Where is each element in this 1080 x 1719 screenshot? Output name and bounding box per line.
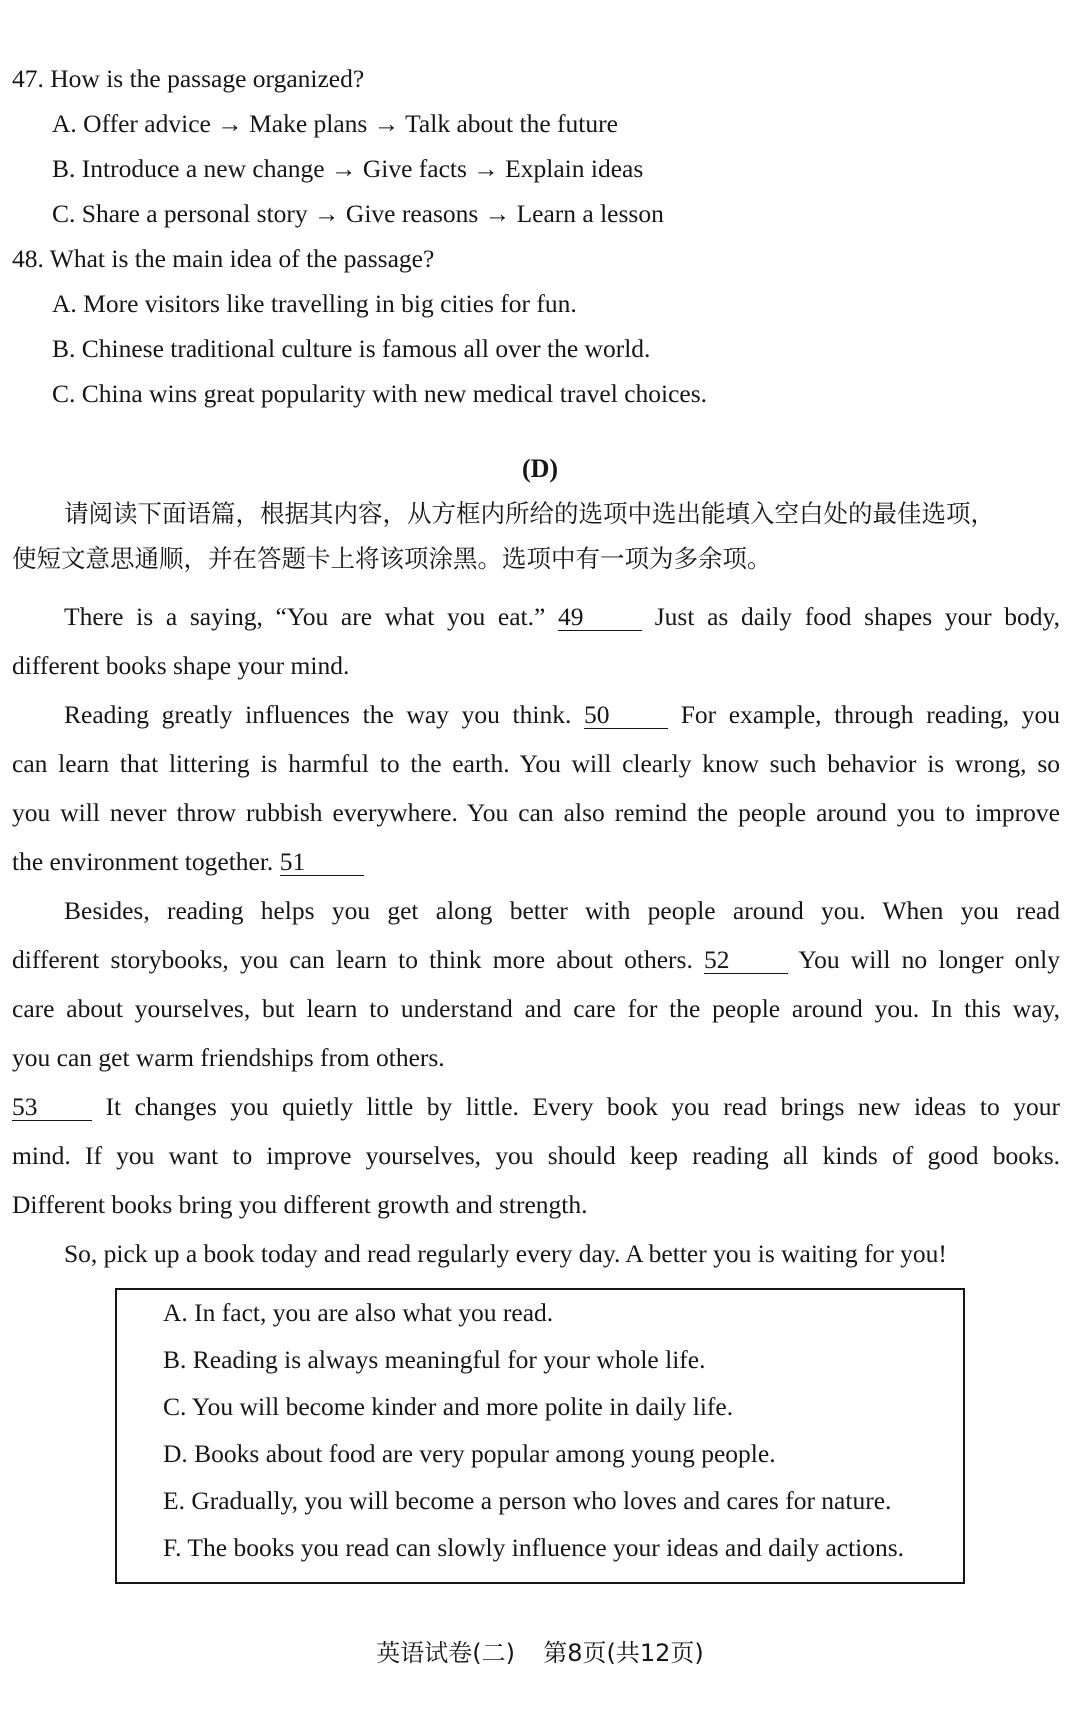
question-48-option-a: A. More visitors like travelling in big cities for fun. — [52, 289, 577, 318]
passage-p3-line-2 — [12, 935, 1060, 984]
instructions-line-1: 请阅读下面语篇，根据其内容，从方框内所给的选项中选出能填入空白处的最佳选项， — [64, 499, 995, 528]
question-47-stem: 47. How is the passage organized? — [12, 64, 365, 93]
answer-option-b: B. Reading is always meaningful for your whole life. — [163, 1345, 706, 1374]
blank-52: 52 — [704, 947, 788, 974]
p2-text-before: Reading greatly influences the way you think. — [64, 700, 572, 729]
p2-line-4-text: the environment together. — [12, 847, 274, 876]
answer-option-a: A. In fact, you are also what you read. — [163, 1298, 554, 1327]
answer-option-e: E. Gradually, you will become a person who loves and cares for nature. — [163, 1486, 892, 1515]
p1-text-after: Just as daily food shapes your body, — [654, 602, 1060, 631]
p2-text-after: For example, through reading, you — [680, 700, 1061, 729]
footer-paper-name: 英语试卷(二) — [376, 1639, 515, 1667]
page-footer — [0, 1636, 1080, 1671]
passage-p1-line-2: different books shape your mind. — [12, 651, 350, 680]
passage-p2-line-2: can learn that littering is harmful to the earth. You will clearly know such behavior is wrong, so — [12, 749, 1060, 778]
instructions-line-2: 使短文意思通顺，并在答题卡上将该项涂黑。选项中有一项为多余项。 — [12, 544, 772, 573]
question-48-stem: 48. What is the main idea of the passage? — [12, 244, 435, 273]
answer-option-d: D. Books about food are very popular among young people. — [163, 1439, 776, 1468]
passage-p2-line-4 — [12, 837, 1060, 886]
passage-p2-line-3: you will never throw rubbish everywhere. You can also remind the people around you to improve — [12, 798, 1060, 827]
answer-option-f: F. The books you read can slowly influence your ideas and daily actions. — [163, 1533, 905, 1562]
passage-p1-line-1 — [12, 592, 1060, 641]
p3-text-before: different storybooks, you can learn to think more about others. — [12, 945, 693, 974]
blank-51: 51 — [280, 849, 364, 876]
section-title: (D) — [521, 454, 559, 483]
p3-text-after: You will no longer only — [798, 945, 1060, 974]
passage-p2-line-1 — [12, 690, 1060, 739]
blank-50: 50 — [584, 702, 668, 729]
blank-53: 53 — [12, 1094, 92, 1121]
passage-p5: So, pick up a book today and read regularly every day. A better you is waiting for you! — [64, 1239, 947, 1268]
question-47-option-b: B. Introduce a new change → Give facts → Explain ideas — [52, 154, 644, 183]
p1-text-before: There is a saying, “You are what you eat.” — [64, 602, 546, 631]
passage-p3-line-3: care about yourselves, but learn to understand and care for the people around you. In this way, — [12, 994, 1060, 1023]
question-48-option-c: C. China wins great popularity with new medical travel choices. — [52, 379, 708, 408]
question-47-option-c: C. Share a personal story → Give reasons → Learn a lesson — [52, 199, 664, 228]
question-47-option-a: A. Offer advice → Make plans → Talk about the future — [52, 109, 618, 138]
passage-p4-line-1 — [12, 1082, 1060, 1131]
passage-p3-line-4: you can get warm friendships from others. — [12, 1043, 445, 1072]
footer-page-number: 第8页(共12页) — [543, 1639, 704, 1667]
passage-p4-line-2: mind. If you want to improve yourselves, you should keep reading all kinds of good books. — [12, 1141, 1060, 1170]
p4-text-after: It changes you quietly little by little. Every book you read brings new ideas to your — [105, 1092, 1061, 1121]
answer-options-box — [115, 1288, 965, 1584]
answer-option-c: C. You will become kinder and more polite in daily life. — [163, 1392, 734, 1421]
question-48-option-b: B. Chinese traditional culture is famous all over the world. — [52, 334, 651, 363]
passage-p3-line-1: Besides, reading helps you get along better with people around you. When you read — [64, 896, 1060, 925]
passage-p4-line-3: Different books bring you different growth and strength. — [12, 1190, 588, 1219]
blank-49: 49 — [558, 604, 642, 631]
